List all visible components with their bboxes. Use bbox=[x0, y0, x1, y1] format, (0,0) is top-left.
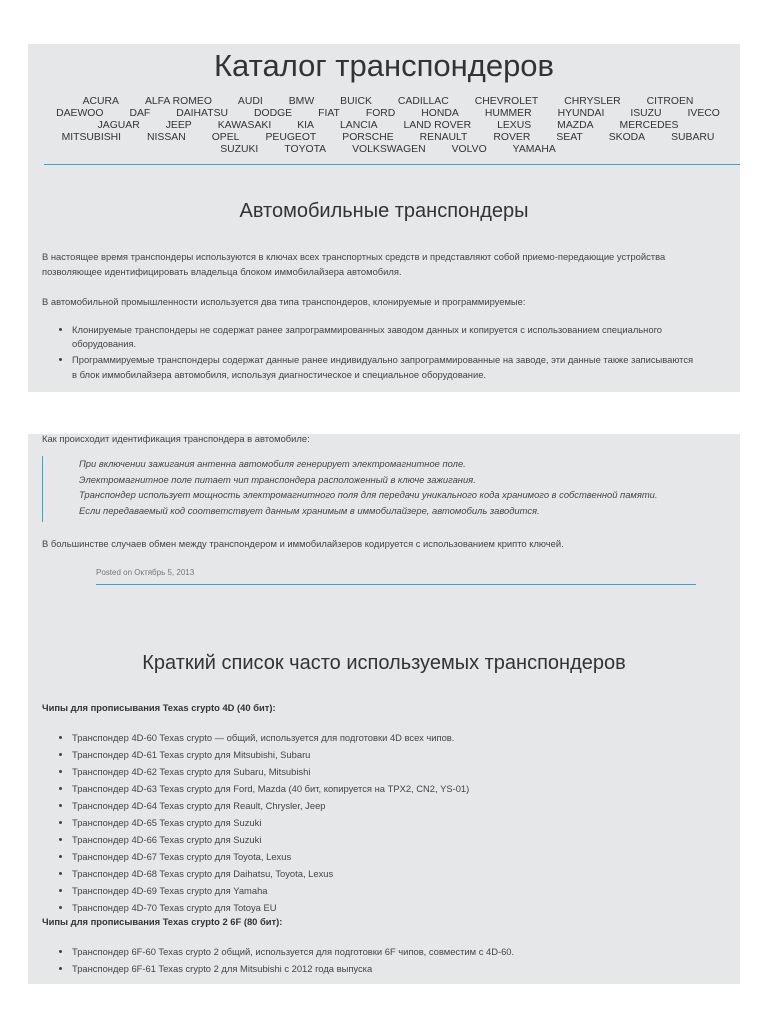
brand-link[interactable]: ALFA ROMEO bbox=[144, 96, 212, 107]
brand-link[interactable]: LANCIA bbox=[339, 120, 378, 131]
brand-link[interactable]: ACURA bbox=[82, 96, 119, 107]
transponder-list-4d bbox=[42, 730, 740, 917]
brand-link[interactable]: MAZDA bbox=[557, 120, 594, 131]
brand-link[interactable]: ROVER bbox=[493, 132, 531, 143]
brand-link[interactable]: SKODA bbox=[608, 132, 646, 143]
brand-link[interactable]: VOLKSWAGEN bbox=[352, 144, 426, 155]
list-item: • Транспондер 6F-60 Texas crypto 2 общий, используется для подготовки 6F чипов, совместим с 4D-60. bbox=[72, 944, 740, 960]
brand-link[interactable]: DAIHATSU bbox=[176, 108, 228, 119]
brand-link[interactable]: CITROEN bbox=[646, 96, 694, 107]
brand-link[interactable]: RENAULT bbox=[419, 132, 468, 143]
catalog-title: Каталог транспондеров bbox=[213, 48, 555, 83]
list-item: • Транспондер 4D-67 Texas crypto для Toyota, Lexus bbox=[72, 849, 740, 865]
list-item: • Транспондер 4D-70 Texas crypto для Totoya EU bbox=[72, 900, 740, 916]
brand-link[interactable]: BUICK bbox=[340, 96, 372, 107]
brand-link[interactable]: YAMAHA bbox=[512, 144, 556, 155]
group-title-4d: Чипы для прописывания Texas crypto 4D (40 бит): bbox=[42, 702, 276, 713]
post-divider bbox=[96, 584, 696, 585]
brand-link[interactable]: CADILLAC bbox=[397, 96, 449, 107]
brand-link[interactable]: SUZUKI bbox=[220, 144, 259, 155]
list-item: • Транспондер 4D-65 Texas crypto для Suzuki bbox=[72, 815, 740, 831]
brand-link[interactable]: OPEL bbox=[211, 132, 240, 143]
brand-link[interactable]: DAF bbox=[129, 108, 151, 119]
list-item: • Транспондер 4D-68 Texas crypto для Daihatsu, Toyota, Lexus bbox=[72, 866, 740, 882]
brand-link[interactable]: JAGUAR bbox=[97, 120, 140, 131]
brand-link[interactable]: HYUNDAI bbox=[557, 108, 605, 119]
brand-link[interactable]: KIA bbox=[297, 120, 314, 131]
catalog-panel bbox=[28, 44, 740, 392]
brand-link[interactable]: VOLVO bbox=[451, 144, 487, 155]
brand-link[interactable]: ISUZU bbox=[630, 108, 662, 119]
brand-link[interactable]: TOYOTA bbox=[284, 144, 327, 155]
crypto-paragraph: В большинстве случаев обмен между транспондером и иммобилайзеров кодируется с использованием крипто ключей. bbox=[42, 538, 564, 549]
brand-link[interactable]: HONDA bbox=[421, 108, 459, 119]
list-item: • Транспондер 4D-60 Texas crypto — общий, используется для подготовки 4D всех чипов. bbox=[72, 730, 740, 746]
brand-link[interactable]: CHEVROLET bbox=[474, 96, 539, 107]
identification-intro: Как происходит идентификация транспондера в автомобиле: bbox=[42, 434, 310, 444]
transponder-list-6f bbox=[42, 944, 740, 978]
brand-link[interactable]: KAWASAKI bbox=[217, 120, 272, 131]
brand-links bbox=[42, 96, 734, 156]
brand-link[interactable]: CHRYSLER bbox=[564, 96, 621, 107]
brand-link[interactable]: MITSUBISHI bbox=[61, 132, 122, 143]
section-title-automotive: Автомобильные транспондеры bbox=[239, 200, 529, 222]
intro-paragraph: В настоящее время транспондеры используются в ключах всех транспортных средств и представляют собой приемо-передающие устройства позволяющее идентифицировать владельца блоком иммобилайзера автомобиля. bbox=[42, 251, 666, 277]
list-item: • Клонируемые транспондеры не содержат ранее запрограммированных заводом данных и копируется с использованием специального оборудования. bbox=[72, 323, 740, 352]
list-item: • Транспондер 6F-61 Texas crypto 2 для Mitsubishi с 2012 года выпуска bbox=[72, 961, 740, 977]
list-item: • Транспондер 4D-63 Texas crypto для Ford, Mazda (40 бит, копируется на TPX2, CN2, YS-01) bbox=[72, 781, 740, 797]
list-item: • Программируемые транспондеры содержат данные ранее индивидуально запрограммированные на заводе, эти данные также записываются в блок иммобилайзера автомобиля, используя диагностическое и специальное оборудование. bbox=[72, 353, 740, 382]
transponder-types-list bbox=[42, 323, 740, 384]
brand-link[interactable]: PEUGEOT bbox=[265, 132, 317, 143]
brand-link[interactable]: PORSCHE bbox=[342, 132, 394, 143]
brand-link[interactable]: MERCEDES bbox=[619, 120, 679, 131]
list-item: • Транспондер 4D-64 Texas crypto для Reault, Chrysler, Jeep bbox=[72, 798, 740, 814]
brand-link[interactable]: BMW bbox=[288, 96, 315, 107]
list-item: • Транспондер 4D-62 Texas crypto для Subaru, Mitsubishi bbox=[72, 764, 740, 780]
brand-link[interactable]: JEEP bbox=[165, 120, 192, 131]
brand-link[interactable]: LEXUS bbox=[497, 120, 532, 131]
list-item: • Транспондер 4D-66 Texas crypto для Suzuki bbox=[72, 832, 740, 848]
list-item: • Транспондер 4D-61 Texas crypto для Mitsubishi, Subaru bbox=[72, 747, 740, 763]
section-title-transponder-list: Краткий список часто используемых транспондеров bbox=[142, 652, 626, 674]
catalog-divider bbox=[44, 164, 740, 165]
brand-link[interactable]: HUMMER bbox=[484, 108, 532, 119]
posted-date[interactable]: Posted on Октябрь 5, 2013 bbox=[96, 568, 195, 577]
brand-link[interactable]: SEAT bbox=[556, 132, 583, 143]
brand-link[interactable]: IVECO bbox=[687, 108, 720, 119]
brand-link[interactable]: SUBARU bbox=[671, 132, 715, 143]
identification-quote: При включении зажигания антенна автомобиля генерирует электромагнитное поле. Электромагнитное поле питает чип транспондера расположенный в ключе зажигания. Транспондер использует мощность электромагнитного поля для передачи уникального кода хранимого в собственной памяти. Если передаваемый код соответствует данным хранимым в иммобилайзере, автомобиль заводится. bbox=[42, 456, 720, 522]
brand-link[interactable]: LAND ROVER bbox=[403, 120, 472, 131]
content-panel bbox=[28, 434, 740, 984]
brand-link[interactable]: FORD bbox=[365, 108, 396, 119]
list-item: • Транспондер 4D-69 Texas crypto для Yamaha bbox=[72, 883, 740, 899]
brand-link[interactable]: NISSAN bbox=[147, 132, 186, 143]
brand-link[interactable]: FIAT bbox=[318, 108, 340, 119]
group-title-6f: Чипы для прописывания Texas crypto 2 6F (80 бит): bbox=[42, 916, 283, 927]
brand-link[interactable]: DAEWOO bbox=[56, 108, 104, 119]
brand-link[interactable]: AUDI bbox=[237, 96, 263, 107]
brand-link[interactable]: DODGE bbox=[254, 108, 293, 119]
types-paragraph: В автомобильной промышленности используется два типа транспондеров, клонируемые и программируемые: bbox=[42, 296, 526, 307]
